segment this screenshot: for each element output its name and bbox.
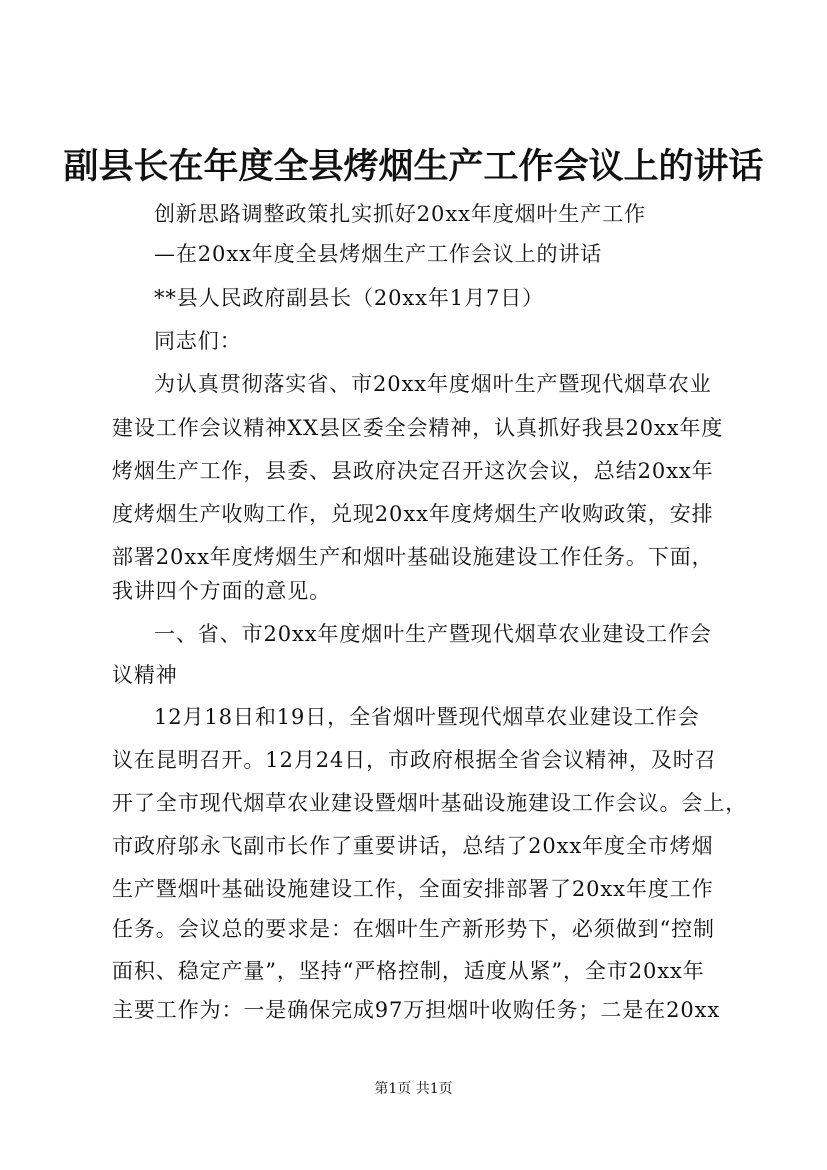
subtitle-line: —在20xx年度全县烤烟生产工作会议上的讲话 — [154, 242, 603, 266]
paragraph-line: 部署20xx年度烤烟生产和烟叶基础设施建设工作任务。下面， — [112, 545, 714, 569]
paragraph-line: 建设工作会议精神XX县区委全会精神，认真抓好我县20xx年度 — [112, 416, 724, 440]
paragraph-line: 任务。会议总的要求是：在烟叶生产新形势下，必须做到“控制 — [112, 917, 715, 941]
document-title: 副县长在年度全县烤烟生产工作会议上的讲话 — [63, 146, 764, 187]
section-heading-line: 一、省、市20xx年度烟叶生产暨现代烟草农业建设工作会 — [154, 622, 712, 646]
paragraph-line: 为认真贯彻落实省、市20xx年度烟叶生产暨现代烟草农业 — [154, 372, 712, 396]
paragraph-line: 市政府邬永飞副市长作了重要讲话，总结了20xx年度全市烤烟 — [112, 834, 714, 858]
paragraph-line: 度烤烟生产收购工作，兑现20xx年度烤烟生产收购政策，安排 — [112, 502, 714, 526]
section-heading-line: 议精神 — [112, 663, 178, 687]
paragraph-line: 烤烟生产工作，县委、县政府决定召开这次会议，总结20xx年 — [112, 459, 714, 483]
paragraph-line: 开了全市现代烟草农业建设暨烟叶基础设施建设工作会议。会上， — [112, 791, 748, 815]
paragraph-line: 生产暨烟叶基础设施建设工作，全面安排部署了20xx年度工作 — [112, 877, 714, 901]
paragraph-line: 12月18日和19日，全省烟叶暨现代烟草农业建设工作会 — [154, 705, 700, 729]
paragraph-line: 议在昆明召开。12月24日，市政府根据全省会议精神，及时召 — [112, 748, 717, 772]
speaker-line: **县人民政府副县长（20xx年1月7日） — [154, 286, 545, 310]
subtitle-line: 创新思路调整政策扎实抓好20xx年度烟叶生产工作 — [154, 202, 647, 226]
page-footer: 第1页 共1页 — [374, 1081, 453, 1097]
paragraph-line: 面积、稳定产量”，坚持“严格控制，适度从紧”，全市20xx年 — [112, 959, 705, 983]
salutation: 同志们： — [154, 329, 242, 353]
paragraph-line: 主要工作为：一是确保完成97万担烟叶收购任务；二是在20xx — [112, 998, 721, 1022]
paragraph-line: 我讲四个方面的意见。 — [112, 579, 331, 603]
